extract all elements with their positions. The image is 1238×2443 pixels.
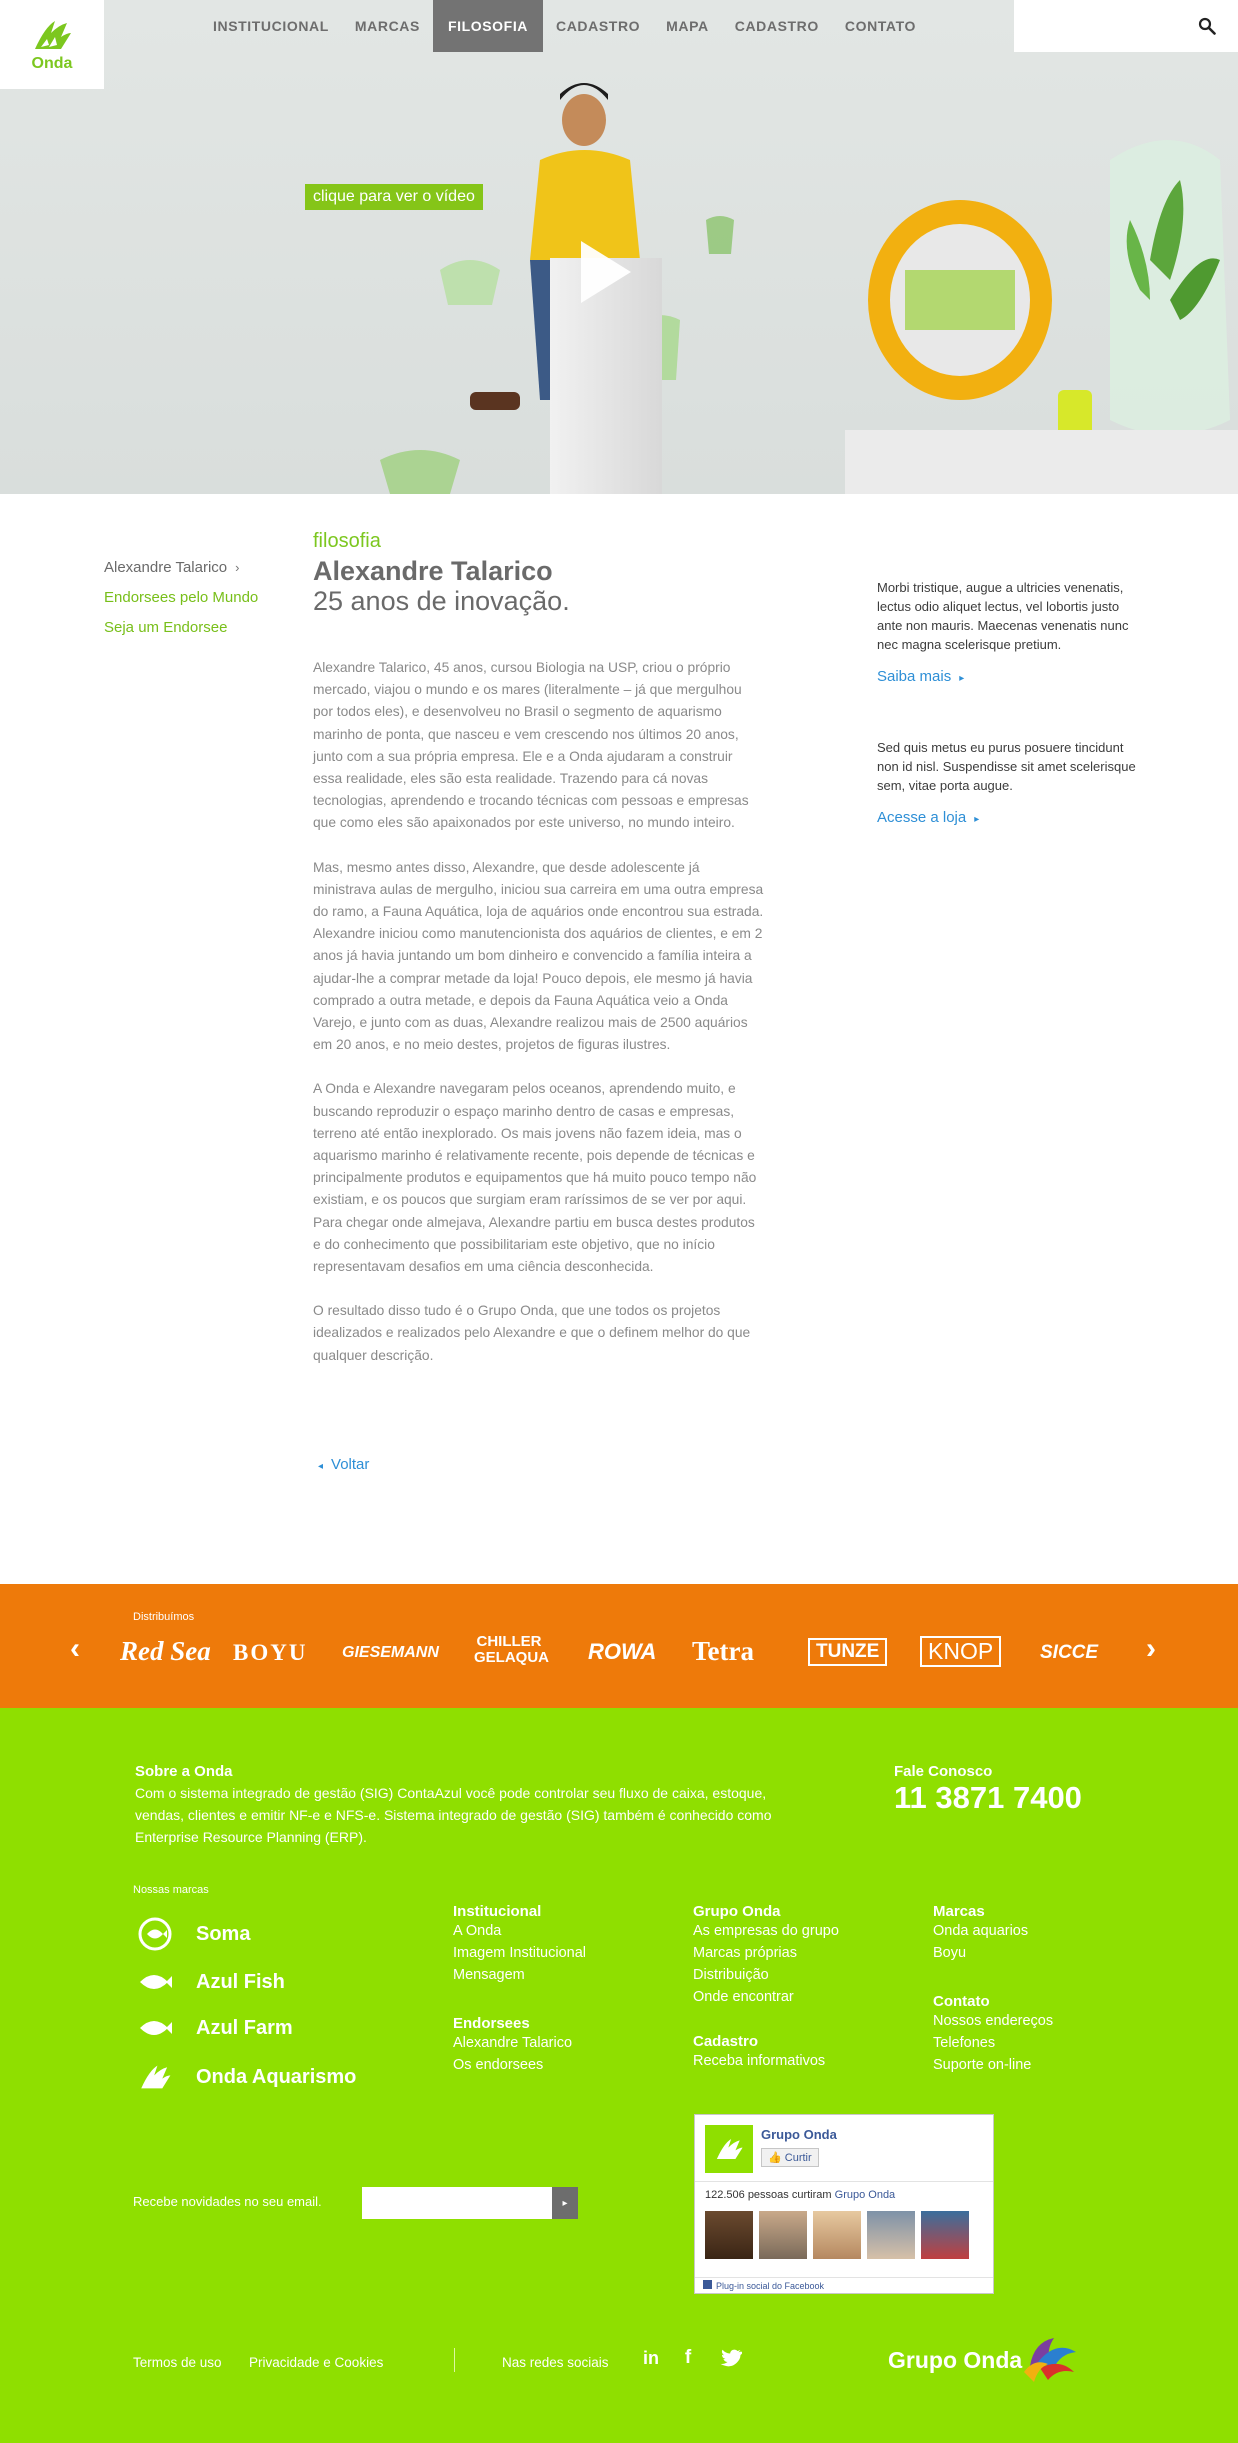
footer-col-title: Grupo Onda — [693, 1903, 781, 1920]
onda-wave-icon — [136, 2062, 174, 2092]
contact-phone[interactable]: 11 3871 7400 — [894, 1780, 1082, 1815]
caret-left-icon: ◂ — [318, 1461, 324, 1472]
article-paragraph: Mas, mesmo antes disso, Alexandre, que desde adolescente já ministrava aulas de mergulho, iniciou sua carreira em uma outra empresa do ramo, a Fauna Aquática, loja de aquários onde encontrou sua estrada. Alexandre iniciou como manutencionista dos aquários de clientes, e em 2 anos já havia juntando um bom dinheiro e convencido a família inteira a ajudar-lhe a comprar metade da loja! Pouco depois, ele mesmo já havia comprado a outra metade, e depois da Fauna Aquática veio a Onda Varejo, e junto com as duas, Alexandre realizou mais de 2500 aquários em 20 anos, e no meio destes, projetos de figuras ilustres. — [313, 859, 764, 1053]
facebook-page-name[interactable]: Grupo Onda — [761, 2127, 837, 2142]
play-icon[interactable] — [575, 237, 635, 307]
footer-col-title: Institucional — [453, 1903, 542, 1920]
grupo-onda-mark-icon — [1016, 2332, 1078, 2388]
brand-red-sea[interactable]: Red Sea — [120, 1636, 211, 1666]
own-brand-soma[interactable] — [136, 1919, 250, 1949]
divider — [695, 2181, 993, 2182]
back-label: Voltar — [331, 1456, 370, 1473]
watch-video-button[interactable]: clique para ver o vídeo — [305, 184, 483, 210]
footer-col-grupo — [693, 1903, 839, 2008]
hero-banner — [0, 0, 1238, 494]
aside-promo-1 — [877, 578, 1143, 685]
nav-filosofia[interactable]: FILOSOFIA — [433, 0, 543, 52]
footer-col-contato — [933, 1993, 1053, 2076]
sidenav-item-endorsees[interactable]: Endorsees pelo Mundo — [104, 589, 259, 606]
contact-title: Fale Conosco — [894, 1763, 993, 1780]
brand-tetra[interactable]: Tetra — [692, 1636, 754, 1666]
facebook-like-button[interactable] — [761, 2148, 819, 2167]
twitter-icon[interactable] — [720, 2347, 742, 2369]
footer-link[interactable]: Receba informativos — [693, 2053, 826, 2069]
footer-col-title: Cadastro — [693, 2033, 759, 2050]
section-sidenav — [104, 553, 258, 643]
article-body — [313, 657, 765, 1389]
search-input[interactable] — [1026, 12, 1186, 40]
caret-right-icon: ▸ — [959, 673, 965, 684]
aside-text: Sed quis metus eu purus posuere tincidunt non id nisl. Suspendisse sit amet scelerisque sem, vitae porta augue. — [877, 740, 1136, 793]
chevron-left-icon[interactable]: ‹ — [70, 1632, 80, 1665]
footer-link[interactable]: Imagem Institucional — [453, 1945, 586, 1961]
about-text: Com o sistema integrado de gestão (SIG) ContaAzul você pode controlar seu fluxo de caixa, estoque, vendas, clientes e emitir NF-e e NFS-e. Sistema integrado de gestão (SIG) também é conhecido como Enterprise Resource Planning (ERP). — [135, 1785, 772, 1845]
own-brand-azul-fish[interactable] — [136, 1967, 285, 1997]
footer-col-title: Contato — [933, 1993, 990, 2010]
footer-link[interactable]: Nossos endereços — [933, 2013, 1054, 2029]
main-navigation — [200, 0, 929, 52]
brands-label: Distribuímos — [133, 1611, 195, 1623]
fan-avatar[interactable] — [759, 2211, 807, 2259]
facebook-icon[interactable]: f — [684, 2347, 692, 2368]
search-icon[interactable] — [1198, 17, 1216, 35]
own-brand-label: Azul Farm — [196, 2016, 293, 2039]
newsletter-submit-button[interactable] — [552, 2187, 578, 2219]
footer-col-title: Endorsees — [453, 2015, 530, 2032]
own-brand-label: Azul Fish — [196, 1970, 285, 1993]
footer-col-institucional — [453, 1903, 586, 1986]
footer-link[interactable]: As empresas do grupo — [693, 1923, 839, 1939]
soma-logo-icon — [136, 1919, 174, 1949]
saiba-mais-label: Saiba mais — [877, 668, 952, 685]
article-paragraph: Alexandre Talarico, 45 anos, cursou Biologia na USP, criou o próprio mercado, viajou o mundo e os mares (literalmente – já que mergulhou por todos eles), e desenvolveu no Brasil o segmento de aquarismo marinho de ponta, que nasceu e vem crescendo nos últimos 20 anos, junto com a sua própria empresa. Ele e a Onda ajudaram a construir essa realidade, eles são esta realidade. Trazendo para cá novas tecnologias, aprendendo e trocando técnicas com pessoas e empresas que como eles são apaixonados por este universo, no mundo inteiro. — [313, 660, 749, 831]
footer-link[interactable]: Suporte on-line — [933, 2057, 1032, 2073]
sidenav-current-label: Alexandre Talarico — [104, 559, 228, 576]
page-subtitle: 25 anos de inovação. — [313, 586, 570, 616]
own-brand-label: Onda Aquarismo — [196, 2065, 357, 2088]
facebook-icon — [703, 2280, 712, 2289]
aside-promo-2 — [877, 738, 1143, 826]
facebook-count-text: 122.506 pessoas curtiram — [705, 2189, 832, 2201]
grupo-onda-logo-text: Grupo Onda — [888, 2346, 1023, 2373]
footer-link[interactable]: Marcas próprias — [693, 1945, 797, 1961]
footer-link[interactable]: Distribuição — [693, 1967, 769, 1983]
newsletter-label: Recebe novidades no seu email. — [133, 2194, 322, 2209]
acesse-loja-link[interactable] — [877, 809, 1143, 826]
acesse-loja-label: Acesse a loja — [877, 809, 967, 826]
footer-col-marcas — [933, 1903, 1028, 1964]
divider — [454, 2348, 455, 2372]
brand-rowa[interactable]: ROWA — [588, 1639, 657, 1664]
brand-chiller-gelaqua[interactable]: CHILLER GELAQUA — [474, 1633, 549, 1666]
facebook-plugin-footer — [695, 2277, 993, 2293]
privacy-link[interactable]: Privacidade e Cookies — [249, 2355, 384, 2370]
display-pedestal — [845, 430, 1238, 494]
onda-logo[interactable] — [0, 0, 104, 89]
footer-link[interactable]: A Onda — [453, 1923, 502, 1939]
article-paragraph: O resultado disso tudo é o Grupo Onda, que une todos os projetos idealizados e realizados pelo Alexandre e que o definem melhor do que qualquer descrição. — [313, 1303, 751, 1363]
facebook-like-count — [705, 2189, 895, 2201]
facebook-like-box — [694, 2114, 994, 2294]
footer-col-endorsees — [453, 2015, 572, 2076]
brand-boyu[interactable]: BOYU — [233, 1640, 308, 1665]
own-brands-label: Nossas marcas — [133, 1884, 209, 1896]
nav-marcas[interactable]: MARCAS — [354, 18, 420, 34]
page-title: Alexandre Talarico — [313, 556, 553, 586]
footer-link[interactable]: Telefones — [933, 2035, 996, 2051]
facebook-like-label: Curtir — [784, 2152, 812, 2164]
brand-giesemann[interactable]: GIESEMANN — [342, 1644, 439, 1661]
sidenav-item-current[interactable] — [104, 553, 258, 583]
footer-col-title: Marcas — [933, 1903, 985, 1920]
thumbs-up-icon: 👍 — [768, 2152, 782, 2164]
brand-tunze[interactable]: TUNZE — [808, 1638, 887, 1666]
distributed-brands-strip — [0, 1584, 1238, 1708]
facebook-count-link[interactable]: Grupo Onda — [834, 2189, 896, 2201]
own-brand-onda-aquarismo[interactable] — [136, 2062, 356, 2092]
fan-avatar[interactable] — [813, 2211, 861, 2259]
own-brand-label: Soma — [196, 1922, 251, 1945]
nav-contato[interactable]: CONTATO — [844, 18, 916, 34]
footer-link[interactable]: Mensagem — [453, 1967, 525, 1983]
section-label: filosofia — [313, 530, 381, 552]
aside-text: Morbi tristique, augue a ultricies venenatis, lectus odio aliquet lectus, vel lobortis justo ante non mauris. Maecenas venenatis nunc nec magna scelerisque pretium. — [877, 580, 1129, 652]
fish-icon — [136, 2013, 174, 2043]
newsletter-email-input[interactable] — [362, 2187, 552, 2219]
grupo-onda-logo[interactable] — [888, 2332, 1078, 2388]
footer-link[interactable]: Onda aquarios — [933, 1923, 1029, 1939]
social-label: Nas redes sociais — [502, 2355, 609, 2370]
facebook-fan-faces — [705, 2211, 975, 2259]
linkedin-icon[interactable]: in — [643, 2347, 659, 2368]
nav-mapa[interactable]: MAPA — [666, 18, 709, 34]
fan-avatar[interactable] — [705, 2211, 753, 2259]
facebook-page-avatar[interactable] — [705, 2125, 753, 2173]
fish-icon — [136, 1967, 174, 1997]
sidenav-item-seja-endorsee[interactable]: Seja um Endorsee — [104, 619, 228, 636]
about-title: Sobre a Onda — [135, 1763, 233, 1780]
facebook-plugin-label: Plug-in social do Facebook — [716, 2281, 825, 2291]
chevron-right-icon: › — [235, 560, 240, 575]
saiba-mais-link[interactable] — [877, 668, 1143, 685]
chevron-right-icon[interactable]: › — [1146, 1632, 1156, 1665]
footer-link[interactable]: Onde encontrar — [693, 1989, 794, 2005]
caret-right-icon: ▸ — [562, 2197, 568, 2209]
footer-link[interactable]: Alexandre Talarico — [453, 2035, 573, 2051]
fan-avatar[interactable] — [867, 2211, 915, 2259]
article-paragraph: A Onda e Alexandre navegaram pelos oceanos, aprendendo muito, e buscando reproduzir o espaço marinho dentro de casas e empresas, terreno até então inexplorado. Os mais jovens não fazem ideia, mas o aquarismo marinho é relativamente recente, pois depende de técnicas e principalmente produtos e equipamentos que há muito pouco tempo não existiam, e os poucos que surgiam eram raríssimos de se ver por aqui. Para chegar onde almejava, Alexandre partiu em busca destes produtos e do conhecimento que possibilitariam este objetivo, que no início representavam desafios em uma ciência desconhecida. — [313, 1081, 757, 1275]
own-brand-azul-farm[interactable] — [136, 2013, 293, 2043]
back-link[interactable] — [318, 1456, 369, 1473]
footer-link[interactable]: Os endorsees — [453, 2057, 544, 2073]
brand-knop[interactable]: KNOP — [920, 1636, 1001, 1667]
footer-col-cadastro — [693, 2033, 825, 2072]
onda-wave-icon — [31, 17, 73, 53]
nav-institucional[interactable]: INSTITUCIONAL — [213, 18, 329, 34]
terms-link[interactable]: Termos de uso — [133, 2355, 222, 2370]
nav-cadastro[interactable]: CADASTRO — [556, 18, 641, 34]
nav-cadastro-2[interactable]: CADASTRO — [734, 18, 819, 34]
search-bar — [1014, 0, 1238, 52]
brand-sicce[interactable]: SICCE — [1040, 1642, 1099, 1663]
caret-right-icon: ▸ — [974, 814, 980, 825]
fan-avatar[interactable] — [921, 2211, 969, 2259]
footer-link[interactable]: Boyu — [933, 1945, 967, 1961]
logo-text: Onda — [31, 54, 73, 72]
